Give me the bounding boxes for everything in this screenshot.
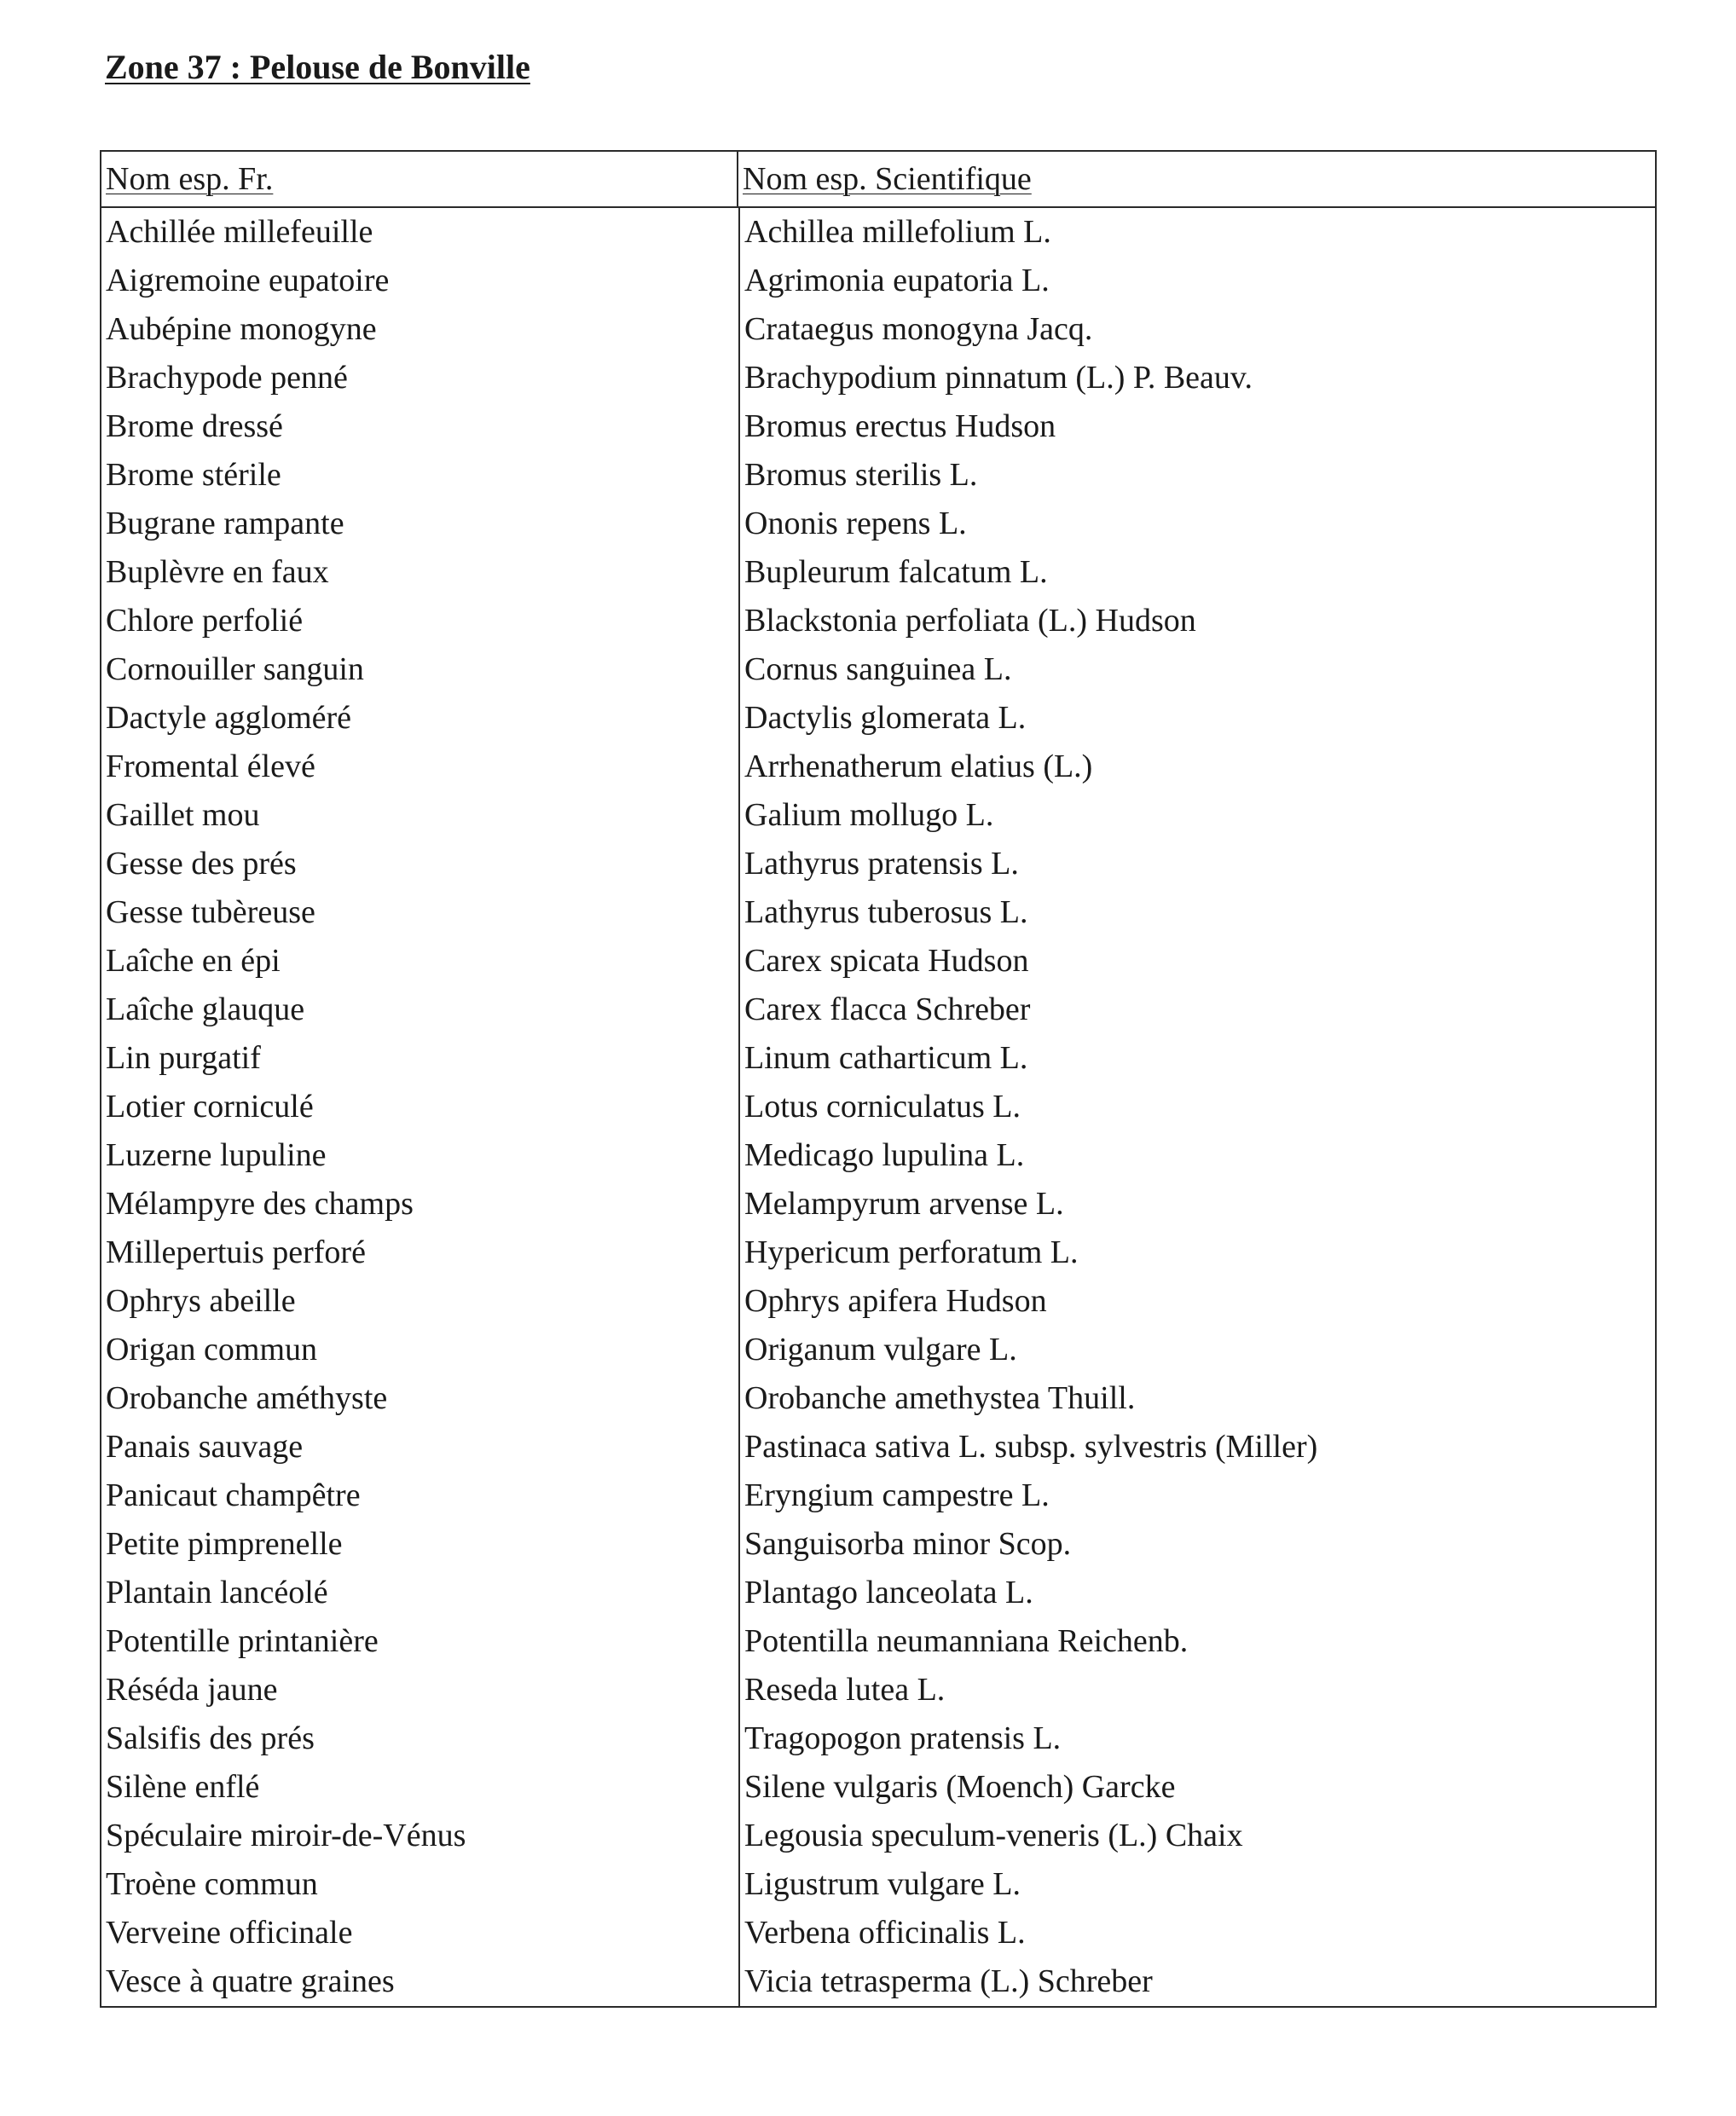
scientific-name-cell: Medicago lupulina L. xyxy=(744,1137,1025,1173)
scientific-name-cell: Bupleurum falcatum L. xyxy=(744,554,1048,590)
french-name-cell: Buplèvre en faux xyxy=(106,554,329,590)
scientific-name-cell: Ophrys apifera Hudson xyxy=(744,1283,1047,1319)
french-name-cell: Mélampyre des champs xyxy=(106,1186,414,1222)
french-name-cell: Lotier corniculé xyxy=(106,1089,314,1124)
french-name-cell: Orobanche améthyste xyxy=(106,1380,388,1416)
french-name-column xyxy=(101,208,740,2006)
french-name-cell: Aigremoine eupatoire xyxy=(106,263,390,298)
french-name-cell: Plantain lancéolé xyxy=(106,1575,328,1610)
french-name-cell: Gaillet mou xyxy=(106,797,260,833)
scientific-name-cell: Legousia speculum-veneris (L.) Chaix xyxy=(744,1818,1243,1853)
french-name-cell: Vesce à quatre graines xyxy=(106,1963,395,1999)
french-name-cell: Achillée millefeuille xyxy=(106,214,373,250)
scientific-name-cell: Sanguisorba minor Scop. xyxy=(744,1526,1072,1562)
scientific-name-cell: Arrhenatherum elatius (L.) xyxy=(744,749,1093,784)
scientific-name-cell: Ononis repens L. xyxy=(744,506,967,541)
scientific-name-cell: Eryngium campestre L. xyxy=(744,1477,1050,1513)
scientific-name-cell: Origanum vulgare L. xyxy=(744,1332,1017,1367)
scientific-name-cell: Carex flacca Schreber xyxy=(744,992,1031,1027)
scientific-name-cell: Crataegus monogyna Jacq. xyxy=(744,311,1093,347)
scientific-name-cell: Silene vulgaris (Moench) Garcke xyxy=(744,1769,1176,1805)
french-name-cell: Dactyle aggloméré xyxy=(106,700,352,736)
french-name-cell: Ophrys abeille xyxy=(106,1283,296,1319)
scientific-name-cell: Dactylis glomerata L. xyxy=(744,700,1027,736)
scientific-name-cell: Lotus corniculatus L. xyxy=(744,1089,1021,1124)
scientific-name-cell: Orobanche amethystea Thuill. xyxy=(744,1380,1136,1416)
french-name-cell: Brachypode penné xyxy=(106,360,348,396)
table-header xyxy=(101,152,1655,208)
french-name-cell: Brome dressé xyxy=(106,408,283,444)
scientific-name-column xyxy=(740,208,1655,2006)
french-name-cell: Lin purgatif xyxy=(106,1040,261,1076)
page-title: Zone 37 : Pelouse de Bonville xyxy=(105,48,530,86)
scientific-name-cell: Agrimonia eupatoria L. xyxy=(744,263,1050,298)
french-name-cell: Millepertuis perforé xyxy=(106,1234,366,1270)
scientific-name-cell: Reseda lutea L. xyxy=(744,1672,946,1708)
scientific-name-cell: Carex spicata Hudson xyxy=(744,943,1029,979)
scientific-name-cell: Lathyrus tuberosus L. xyxy=(744,894,1028,930)
french-name-cell: Luzerne lupuline xyxy=(106,1137,327,1173)
french-name-cell: Origan commun xyxy=(106,1332,318,1367)
french-name-cell: Petite pimprenelle xyxy=(106,1526,343,1562)
scientific-name-cell: Brachypodium pinnatum (L.) P. Beauv. xyxy=(744,360,1253,396)
scientific-name-cell: Verbena officinalis L. xyxy=(744,1915,1026,1951)
scientific-name-cell: Pastinaca sativa L. subsp. sylvestris (Miller) xyxy=(744,1429,1318,1465)
french-name-cell: Verveine officinale xyxy=(106,1915,353,1951)
scientific-name-cell: Plantago lanceolata L. xyxy=(744,1575,1033,1610)
header-scientific-name: Nom esp. Scientifique xyxy=(743,161,1032,197)
french-name-cell: Panicaut champêtre xyxy=(106,1477,361,1513)
species-table xyxy=(100,150,1657,2008)
french-name-cell: Chlore perfolié xyxy=(106,603,304,639)
scientific-name-cell: Bromus erectus Hudson xyxy=(744,408,1056,444)
header-french-name: Nom esp. Fr. xyxy=(101,152,738,206)
french-name-cell: Aubépine monogyne xyxy=(106,311,377,347)
scientific-name-cell: Blackstonia perfoliata (L.) Hudson xyxy=(744,603,1196,639)
french-name-cell: Fromental élevé xyxy=(106,749,315,784)
french-name-cell: Brome stérile xyxy=(106,457,281,493)
scientific-name-cell: Ligustrum vulgare L. xyxy=(744,1866,1021,1902)
scientific-name-cell: Bromus sterilis L. xyxy=(744,457,978,493)
scientific-name-cell: Cornus sanguinea L. xyxy=(744,651,1012,687)
french-name-cell: Laîche en épi xyxy=(106,943,281,979)
scientific-name-cell: Potentilla neumanniana Reichenb. xyxy=(744,1623,1189,1659)
french-name-cell: Troène commun xyxy=(106,1866,318,1902)
scientific-name-cell: Lathyrus pratensis L. xyxy=(744,846,1019,882)
scientific-name-cell: Linum catharticum L. xyxy=(744,1040,1028,1076)
french-name-cell: Gesse tubèreuse xyxy=(106,894,315,930)
french-name-cell: Salsifis des prés xyxy=(106,1720,315,1756)
french-name-cell: Laîche glauque xyxy=(106,992,305,1027)
scientific-name-cell: Hypericum perforatum L. xyxy=(744,1234,1079,1270)
scientific-name-cell: Vicia tetrasperma (L.) Schreber xyxy=(744,1963,1153,1999)
french-name-cell: Panais sauvage xyxy=(106,1429,304,1465)
scientific-name-cell: Tragopogon pratensis L. xyxy=(744,1720,1062,1756)
scientific-name-cell: Melampyrum arvense L. xyxy=(744,1186,1064,1222)
french-name-cell: Réséda jaune xyxy=(106,1672,278,1708)
french-name-cell: Spéculaire miroir-de-Vénus xyxy=(106,1818,466,1853)
french-name-cell: Cornouiller sanguin xyxy=(106,651,364,687)
french-name-cell: Gesse des prés xyxy=(106,846,297,882)
french-name-cell: Bugrane rampante xyxy=(106,506,344,541)
table-body xyxy=(101,208,1655,2006)
french-name-cell: Potentille printanière xyxy=(106,1623,379,1659)
scientific-name-cell: Achillea millefolium L. xyxy=(744,214,1051,250)
scientific-name-cell: Galium mollugo L. xyxy=(744,797,994,833)
french-name-cell: Silène enflé xyxy=(106,1769,260,1805)
